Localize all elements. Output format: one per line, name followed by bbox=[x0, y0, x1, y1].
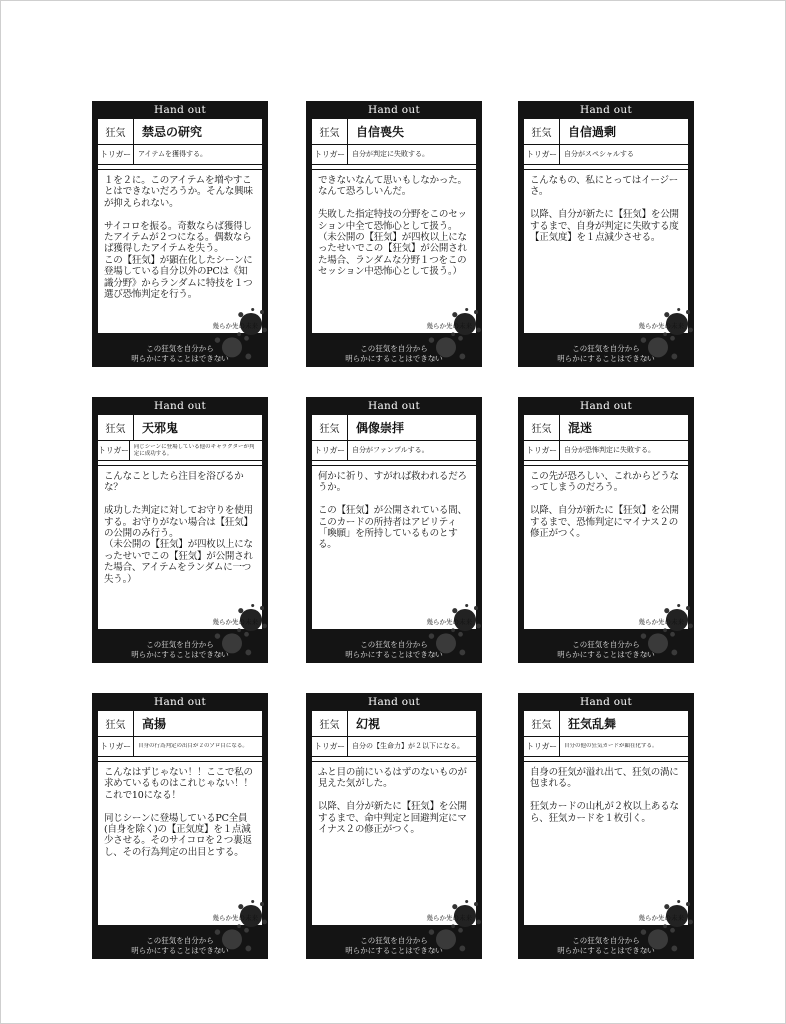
card-body bbox=[524, 711, 688, 925]
madness-label: 狂気 bbox=[524, 711, 560, 736]
madness-card bbox=[306, 693, 482, 959]
divider bbox=[98, 757, 262, 762]
divider bbox=[98, 461, 262, 466]
madness-effect-text: １を２に。このアイテムを増やすことはできないだろうか。そんな興味が抑えられない。 サイコロを振る。奇数ならば獲得したアイテムが２つになる。偶数ならば獲得したアイテムを失う。 この【狂気】が顕在化したシーンに登場している自分以外のPCは《知識分野》からランダムに特技を１つ選び恐怖判定を行う。 bbox=[104, 175, 253, 300]
divider bbox=[524, 461, 688, 466]
madness-card bbox=[518, 101, 694, 367]
madness-card bbox=[518, 693, 694, 959]
madness-row bbox=[312, 711, 476, 737]
footer-line-2: 明らかにすることはできない bbox=[557, 649, 655, 659]
madness-card bbox=[92, 101, 268, 367]
divider bbox=[98, 165, 262, 170]
card-header: Hand out bbox=[580, 104, 632, 116]
madness-label: 狂気 bbox=[312, 415, 348, 440]
card-footer bbox=[306, 640, 482, 659]
divider bbox=[524, 165, 688, 170]
card-header: Hand out bbox=[368, 696, 420, 708]
madness-row bbox=[524, 119, 688, 145]
madness-card bbox=[306, 101, 482, 367]
trigger-text: 自分が恐怖判定に失敗する。 bbox=[564, 446, 655, 455]
trigger-text: アイテムを獲得する。 bbox=[138, 150, 208, 159]
madness-effect-text: こんなことしたら注目を浴びるかな？ 成功した判定に対してお守りを使用する。お守りがない場合は【狂気】の公開のみ行う。 （未公開の【狂気】が四枚以上になったせいでこの【狂気】が公開された場合、アイテムをランダムに一つ失う。） bbox=[104, 471, 253, 585]
trigger-label: トリガー bbox=[524, 737, 560, 756]
madness-name: 自信過剰 bbox=[568, 125, 617, 139]
footer-line-1: この狂気を自分から bbox=[572, 344, 640, 354]
madness-name: 混迷 bbox=[568, 421, 593, 435]
trigger-text: 自身の行為判定の出目が２のゾロ目になる。 bbox=[138, 743, 248, 750]
trigger-row bbox=[524, 737, 688, 757]
trigger-row bbox=[98, 737, 262, 757]
trigger-row bbox=[524, 145, 688, 165]
madness-card bbox=[92, 693, 268, 959]
madness-label: 狂気 bbox=[98, 415, 134, 440]
madness-effect-text: こんなはずじゃない！！ここで私の求めているものはこれじゃない！！これで10になる！ 同じシーンに登場しているPC全員(自身を除く)の【正気度】を１点減少させる。そのサイコロを２つ裏返し、その行為判定の出目とする。 bbox=[104, 767, 253, 858]
trigger-row bbox=[524, 441, 688, 461]
card-footer bbox=[518, 640, 694, 659]
signature: 幾らか先の未来 bbox=[212, 914, 258, 922]
madness-label: 狂気 bbox=[312, 711, 348, 736]
trigger-text: 自分の【生命力】が２以下になる。 bbox=[352, 742, 464, 751]
card-body bbox=[524, 415, 688, 629]
madness-card bbox=[306, 397, 482, 663]
card-footer bbox=[518, 344, 694, 363]
madness-label: 狂気 bbox=[98, 711, 134, 736]
madness-row bbox=[98, 415, 262, 441]
trigger-label: トリガー bbox=[312, 145, 348, 164]
card-body bbox=[312, 119, 476, 333]
trigger-label: トリガー bbox=[312, 441, 348, 460]
trigger-label: トリガー bbox=[312, 737, 348, 756]
madness-name: 自信喪失 bbox=[356, 125, 405, 139]
card-header: Hand out bbox=[368, 400, 420, 412]
trigger-label: トリガー bbox=[98, 145, 134, 164]
footer-line-2: 明らかにすることはできない bbox=[131, 649, 229, 659]
card-body bbox=[98, 415, 262, 629]
card-footer bbox=[92, 640, 268, 659]
trigger-label: トリガー bbox=[524, 145, 560, 164]
card-header: Hand out bbox=[580, 400, 632, 412]
card-footer bbox=[518, 936, 694, 955]
madness-effect-text: 何かに祈り、すがれば救われるだろうか。 この【狂気】が公開されている間、このカードの所持者はアビリティ「喚願」を所持しているものとする。 bbox=[318, 471, 467, 551]
trigger-row bbox=[312, 145, 476, 165]
madness-name: 高揚 bbox=[142, 717, 167, 731]
footer-line-1: この狂気を自分から bbox=[146, 640, 214, 650]
footer-line-1: この狂気を自分から bbox=[360, 936, 428, 946]
madness-name: 天邪鬼 bbox=[142, 421, 179, 435]
trigger-text: 自分の他の狂気カードが顕在化する。 bbox=[564, 743, 658, 750]
signature: 幾らか先の未来 bbox=[212, 322, 258, 330]
trigger-text: 自分がファンブルする。 bbox=[352, 446, 429, 455]
madness-card bbox=[92, 397, 268, 663]
card-body bbox=[524, 119, 688, 333]
madness-name: 禁忌の研究 bbox=[142, 125, 203, 139]
card-body bbox=[312, 415, 476, 629]
card-footer bbox=[92, 936, 268, 955]
footer-line-2: 明らかにすることはできない bbox=[345, 353, 443, 363]
madness-effect-text: こんなもの、私にとってはイージーさ。 以降、自分が新たに【狂気】を公開するまで、自身が判定に失敗する度【正気度】を１点減少させる。 bbox=[530, 175, 679, 243]
trigger-label: トリガー bbox=[98, 737, 134, 756]
trigger-label: トリガー bbox=[524, 441, 560, 460]
madness-row bbox=[312, 119, 476, 145]
madness-effect-text: 自身の狂気が溢れ出て、狂気の渦に包まれる。 狂気カードの山札が２枚以上あるなら、狂気カードを１枚引く。 bbox=[530, 767, 679, 824]
divider bbox=[312, 757, 476, 762]
trigger-row bbox=[312, 441, 476, 461]
footer-line-2: 明らかにすることはできない bbox=[557, 353, 655, 363]
madness-label: 狂気 bbox=[524, 415, 560, 440]
card-footer bbox=[306, 344, 482, 363]
madness-name: 幻視 bbox=[356, 717, 381, 731]
trigger-row bbox=[98, 145, 262, 165]
card-footer bbox=[306, 936, 482, 955]
footer-line-1: この狂気を自分から bbox=[146, 344, 214, 354]
madness-name: 偶像崇拝 bbox=[356, 421, 405, 435]
footer-line-2: 明らかにすることはできない bbox=[345, 945, 443, 955]
footer-line-2: 明らかにすることはできない bbox=[557, 945, 655, 955]
signature: 幾らか先の未来 bbox=[638, 322, 684, 330]
card-footer bbox=[92, 344, 268, 363]
footer-line-1: この狂気を自分から bbox=[360, 640, 428, 650]
madness-row bbox=[524, 415, 688, 441]
madness-row bbox=[98, 119, 262, 145]
footer-line-1: この狂気を自分から bbox=[572, 936, 640, 946]
divider bbox=[312, 165, 476, 170]
footer-line-1: この狂気を自分から bbox=[146, 936, 214, 946]
footer-line-2: 明らかにすることはできない bbox=[345, 649, 443, 659]
madness-effect-text: この先が恐ろしい、これからどうなってしまうのだろう。 以降、自分が新たに【狂気】を公開するまで、恐怖判定にマイナス２の修正がつく。 bbox=[530, 471, 679, 539]
madness-row bbox=[524, 711, 688, 737]
signature: 幾らか先の未来 bbox=[638, 618, 684, 626]
divider bbox=[312, 461, 476, 466]
signature: 幾らか先の未来 bbox=[212, 618, 258, 626]
trigger-text: 自分が判定に失敗する。 bbox=[352, 150, 429, 159]
madness-row bbox=[312, 415, 476, 441]
card-header: Hand out bbox=[154, 696, 206, 708]
madness-name: 狂気乱舞 bbox=[568, 717, 617, 731]
footer-line-2: 明らかにすることはできない bbox=[131, 353, 229, 363]
madness-effect-text: できないなんて思いもしなかった。なんて恐ろしいんだ。 失敗した指定特技の分野をこのセッション中全て恐怖心として扱う。 （未公開の【狂気】が四枚以上になったせいでこの【狂気】が公開された場合、ランダムな分野１つをこのセッション中恐怖心として扱う。） bbox=[318, 175, 467, 278]
signature: 幾らか先の未来 bbox=[426, 914, 472, 922]
signature: 幾らか先の未来 bbox=[426, 618, 472, 626]
signature: 幾らか先の未来 bbox=[638, 914, 684, 922]
card-body bbox=[98, 119, 262, 333]
card-header: Hand out bbox=[580, 696, 632, 708]
madness-row bbox=[98, 711, 262, 737]
footer-line-2: 明らかにすることはできない bbox=[131, 945, 229, 955]
trigger-text: 同じシーンに登場している他のキャラクターが判定に成功する。 bbox=[133, 443, 255, 457]
card-header: Hand out bbox=[368, 104, 420, 116]
madness-effect-text: ふと目の前にいるはずのないものが見えた気がした。 以降、自分が新たに【狂気】を公開するまで、命中判定と回避判定にマイナス２の修正がつく。 bbox=[318, 767, 467, 835]
madness-label: 狂気 bbox=[524, 119, 560, 144]
divider bbox=[524, 757, 688, 762]
trigger-label: トリガー bbox=[98, 441, 130, 460]
trigger-text: 自分がスペシャルする bbox=[564, 150, 634, 159]
card-header: Hand out bbox=[154, 400, 206, 412]
footer-line-1: この狂気を自分から bbox=[360, 344, 428, 354]
madness-label: 狂気 bbox=[312, 119, 348, 144]
card-body bbox=[98, 711, 262, 925]
footer-line-1: この狂気を自分から bbox=[572, 640, 640, 650]
card-body bbox=[312, 711, 476, 925]
trigger-row bbox=[98, 441, 262, 461]
trigger-row bbox=[312, 737, 476, 757]
card-header: Hand out bbox=[154, 104, 206, 116]
madness-label: 狂気 bbox=[98, 119, 134, 144]
signature: 幾らか先の未来 bbox=[426, 322, 472, 330]
madness-card bbox=[518, 397, 694, 663]
